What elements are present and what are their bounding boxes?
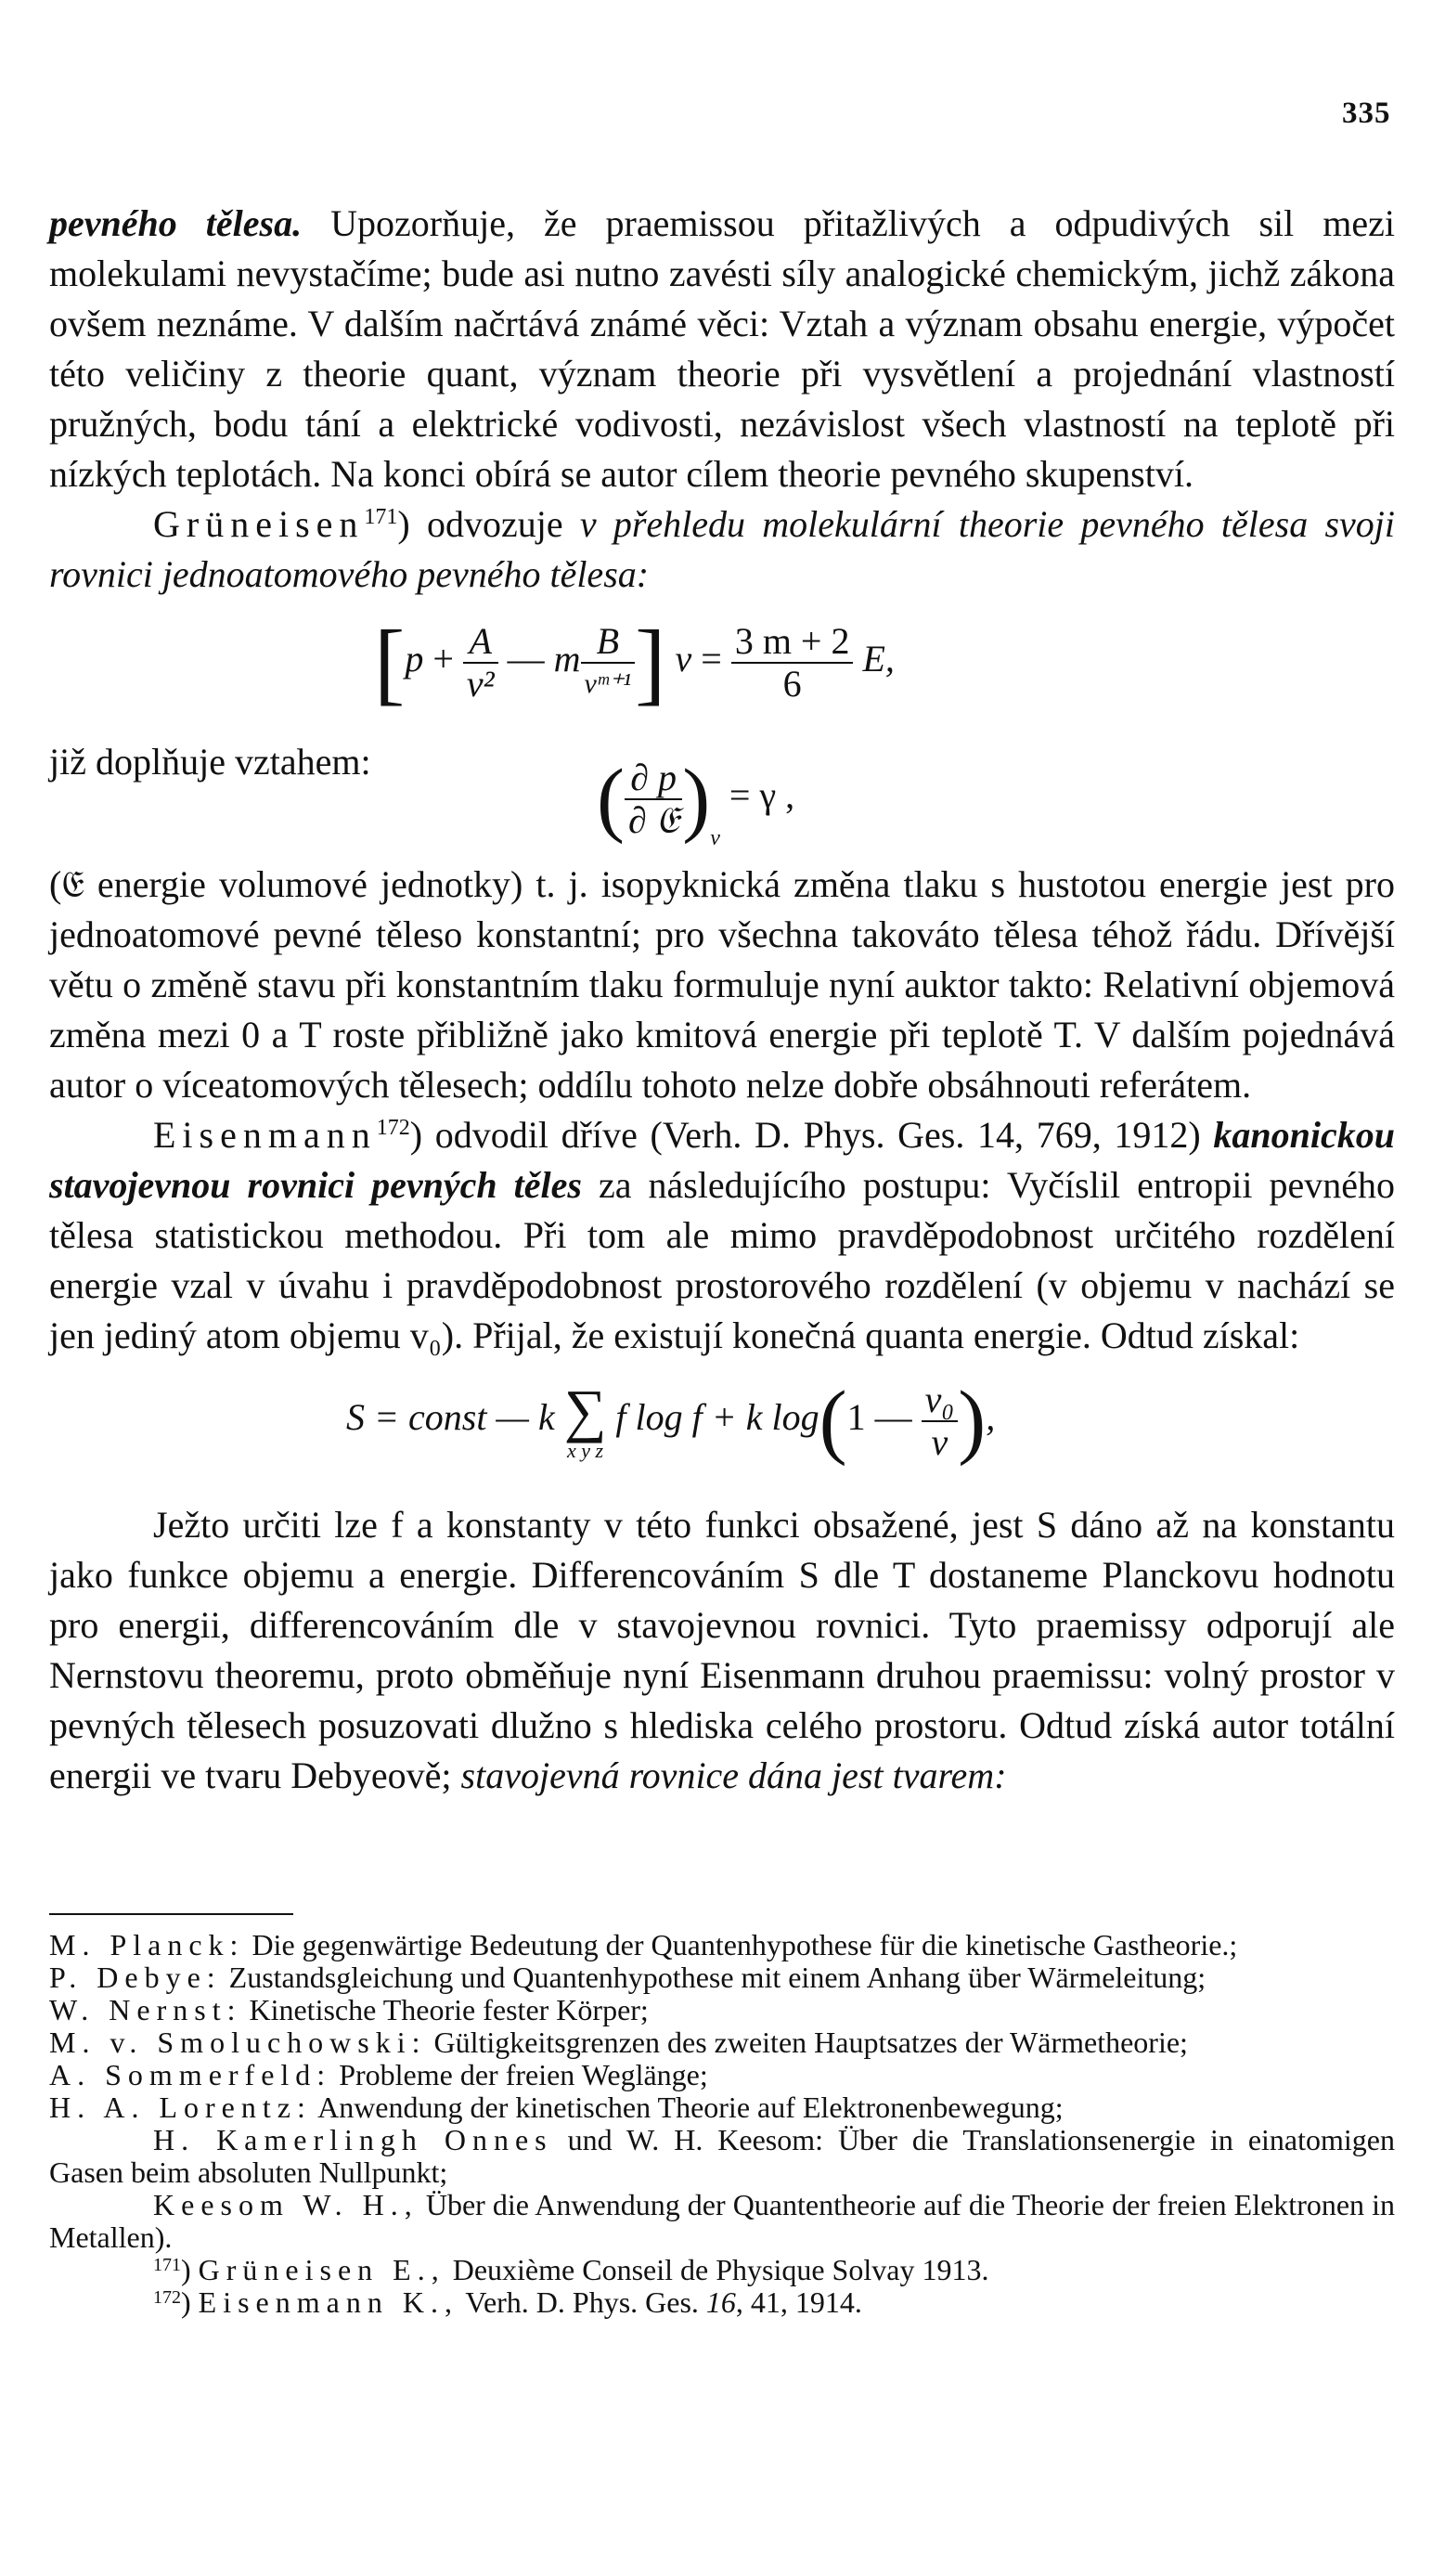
paragraph-5-rest: za následujícího postupu: Vyčíslil entropii pevného tělesa statistickou methodou. Při tom ale mimo pravděpodobnost určitého rozdělení energie vzal v úvahu i pravděpodobnost prostorového rozdělení (v objemu v nachází se jen jediný atom objemu v₀). Přijal, že existují konečná quanta energie. Odtud získal: <box>49 1164 1395 1356</box>
reference-item: P. Debye: Zustandsgleichung und Quantenhypothese mit einem Anhang über Wärmeleitung; <box>49 1961 1206 1994</box>
author-gruneisen: Grüneisen <box>153 503 365 545</box>
equation-state: [p + $\frac{A}{\text{v²}}$ — m $\frac{B}{\text{vᵐ⁺¹}}$ ] v = $\frac{3 m + 2}{6}$ E, <box>374 611 895 714</box>
paragraph-1-text: Upozorňuje, že praemissou přitažlivých a odpudivých sil mezi molekulami nevystačíme; bude asi nutno zavésti síly analogické chemickým, jichž zákona ovšem neznáme. V dalším načrtává známé věci: Vztah a význam obsahu energie, výpočet této veličiny z theorie quant, význam theorie při vysvětlení a projednání vlastností pružných, bodu tání a elektrické vodivosti, nezávislost všech vlastností na teplotě při nízkých teplotách. Na konci obírá se autor cílem theorie pevného skupenství. <box>49 202 1395 495</box>
equation-entropy: S = const — k ∑ x y z f log f + k log(1 — $\frac{\text{v₀}}{v}$ ), <box>346 1375 996 1467</box>
paragraph-5 <box>49 1110 1395 1361</box>
main-text <box>49 199 1395 1801</box>
paragraph-6 <box>49 1500 1395 1801</box>
reference-item: M. v. Smoluchowski: Gültigkeitsgrenzen des zweiten Hauptsatzes der Wärmetheorie; <box>49 2026 1188 2059</box>
paragraph-2-text: ) odvozuje <box>397 503 580 545</box>
page-number: 335 <box>1342 97 1391 130</box>
paragraph-2 <box>49 499 1395 600</box>
paragraph-5-text: ) odvodil dříve (Verh. D. Phys. Ges. 14, 769, 1912) <box>409 1114 1214 1156</box>
paragraph-2-italic: v přehledu molekulární theorie pevného tělesa svoji rovnici jednoatomového pevného tělesa: <box>49 503 1395 595</box>
italic-lead: pevného tělesa. <box>49 202 303 244</box>
references <box>49 1929 1395 2319</box>
footnote-rule <box>49 1913 293 1915</box>
reference-item: A. Sommerfeld: Probleme der freien Weglänge; <box>49 2058 708 2091</box>
reference-item: W. Nernst: Kinetische Theorie fester Körper; <box>49 1993 649 2026</box>
paragraph-4: (𝔈 energie volumové jednotky) t. j. isopyknická změna tlaku s hustotou energie jest pro jednoatomové pevné těleso konstantní; pro všechna takováto tělesa téhož řádu. Dřívější větu o změně stavu při konstantním tlaku formuluje nyní auktor takto: Relativní objemová změna mezi 0 a T roste přibližně jako kmitová energie při teplotě T. V dalším pojednává autor o víceatomových tělesech; oddílu tohoto nelze dobře obsáhnouti referátem. <box>49 863 1395 1106</box>
paragraph-6-italic: stavojevná rovnice dána jest tvarem: <box>460 1754 1007 1796</box>
paragraph-3: již doplňuje vztahem: <box>49 741 371 783</box>
reference-item: Keesom W. H., Über die Anwendung der Quantentheorie auf die Theorie der freien Elektronen in Metallen). <box>49 2188 1396 2254</box>
reference-item: M. Planck: Die gegenwärtige Bedeutung der Quantenhypothese für die kinetische Gastheorie.; <box>49 1928 1238 1961</box>
reference-item: H. Kamerlingh Onnes und W. H. Keesom: Über die Translationsenergie in einatomigen Gasen beim absoluten Nullpunkt; <box>49 2123 1396 2189</box>
paragraph-5-italic: kanonickou stavojevnou rovnici pevných těles <box>49 1114 1395 1206</box>
paragraph-6-text: Ježto určiti lze f a konstanty v této funkci obsažené, jest S dáno až na konstantu jako funkce objemu a energie. Differencováním S dle T dostaneme Planckovu hodnotu pro energii, differencováním dle v stavojevnou rovnici. Tyto praemissy odporují ale Nernstovu theoremu, proto obměňuje nyní Eisenmann druhou praemissu: volný prostor v pevných tělesech posuzovati dlužno s hlediska celého prostoru. Odtud získá autor totální energii ve tvaru Debyeově; <box>49 1504 1395 1796</box>
reference-item: H. A. Lorentz: Anwendung der kinetischen Theorie auf Elektronenbewegung; <box>49 2091 1064 2124</box>
footnote-ref-172: 172 <box>376 1116 410 1140</box>
paragraph-1 <box>49 199 1395 499</box>
footnote-172: $^{172}$) Eisenmann K., Verh. D. Phys. Ges. 16, 41, 1914. <box>153 2285 862 2319</box>
author-eisenmann: Eisenmann <box>153 1114 377 1156</box>
footnote-171: $^{171}$) Grüneisen E., Deuxième Conseil de Physique Solvay 1913. <box>153 2253 989 2286</box>
equation-gamma: již doplňuje vztahem: ( $\frac{\partial p}{\text{∂ 𝔈}}$ )$_v = \gamma$ , <box>49 739 1395 860</box>
footnote-ref-171: 171 <box>364 505 398 529</box>
